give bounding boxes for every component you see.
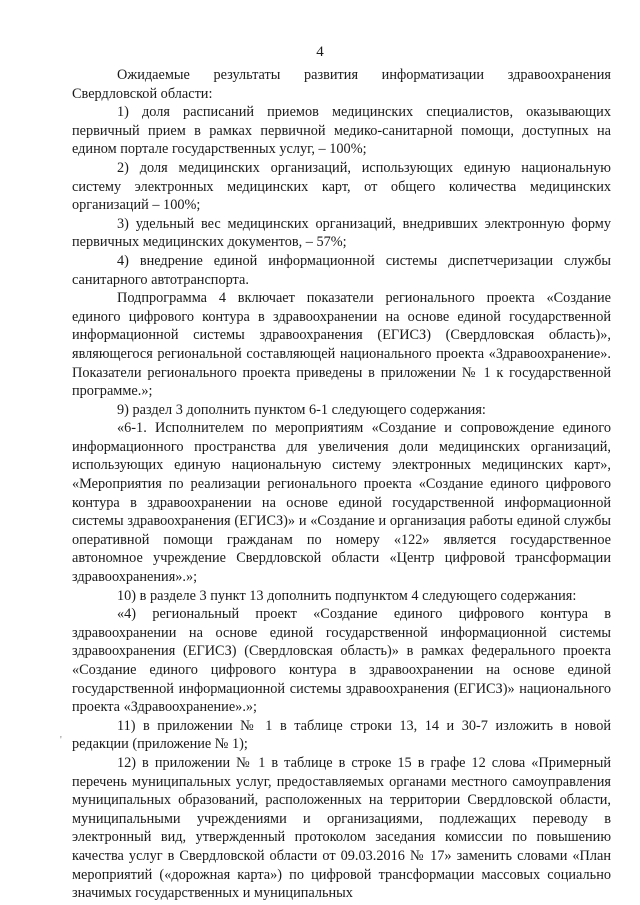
paragraph-item-4: 4) внедрение единой информационной системы диспетчеризации службы санитарного автотранспорта. — [72, 252, 611, 288]
paragraph-amendment-10: 10) в разделе 3 пункт 13 дополнить подпунктом 4 следующего содержания: — [117, 587, 577, 604]
paragraph-expected-results-intro: Ожидаемые результаты развития информатизации здравоохранения Свердловской области: — [72, 67, 611, 102]
margin-mark: ' — [60, 735, 62, 746]
paragraph-amendment-12: 12) в приложении № 1 в таблице в строке 15 в графе 12 слова «Примерный перечень муниципальных услуг, предоставляемых органами местного самоуправления муниципальных образований, расположенных на территории Свердловской области, муниципальными учреждениями и организациями, подлежащих переводу в электронный вид, утвержденный протоколом заседания комиссии по повышению качества услуг в Свердловской области от 09.03.2016 № 17» заменить словами «План мероприятий («дорожная карта») по цифровой трансформации массовых социально значимых государственных и муниципальных — [72, 754, 611, 902]
paragraph-amendment-9: 9) раздел 3 дополнить пунктом 6-1 следующего содержания: — [117, 401, 486, 418]
paragraph-item-3: 3) удельный вес медицинских организаций, внедривших электронную форму первичных медицинских документов, – 57%; — [72, 215, 611, 251]
paragraph-item-1: 1) доля расписаний приемов медицинских специалистов, оказывающих первичный прием в рамках первичной медико-санитарной помощи, доступных на едином портале государственных услуг, – 100%; — [72, 104, 611, 158]
paragraph-subprogram-4: Подпрограмма 4 включает показатели регионального проекта «Создание единого цифрового контура в здравоохранении на основе единой государственной информационной системы здравоохранения (ЕГИСЗ) (Свердловская область)», являющегося региональной составляющей национального проекта «Здравоохранение». Показатели регионального проекта приведены в приложении № 1 к государственной программе.»; — [72, 290, 611, 400]
page-number: 4 — [316, 44, 324, 60]
document-body — [72, 66, 611, 903]
paragraph-clause-6-1: «6-1. Исполнителем по мероприятиям «Создание и сопровождение единого информационного пространства для увеличения доли медицинских организаций, использующих единую национальную систему электронных медицинских карт», «Мероприятия по реализации регионального проекта «Создание единого цифрового контура в здравоохранении на основе единой государственной информационной системы здравоохранения (ЕГИСЗ)» и «Создание и организация работы единой службы оперативной помощи гражданам по номеру «122» является государственное автономное учреждение Свердловской области «Центр цифровой трансформации здравоохранения».»; — [72, 420, 611, 586]
paragraph-amendment-11: 11) в приложении № 1 в таблице строки 13, 14 и 30-7 изложить в новой редакции (приложение № 1); — [72, 717, 611, 753]
paragraph-item-2: 2) доля медицинских организаций, использующих единую национальную систему электронных медицинских карт, от общего количества медицинских организаций – 100%; — [72, 159, 611, 214]
paragraph-subclause-4: «4) региональный проект «Создание единого цифрового контура в здравоохранении на основе единой государственной информационной системы здравоохранения (ЕГИСЗ) (Свердловская область)» в рамках федерального проекта «Создание единого цифрового контура в здравоохранении на основе единой государственной информационной системы здравоохранения (ЕГИСЗ)» национального проекта «Здравоохранение».»; — [72, 606, 611, 716]
